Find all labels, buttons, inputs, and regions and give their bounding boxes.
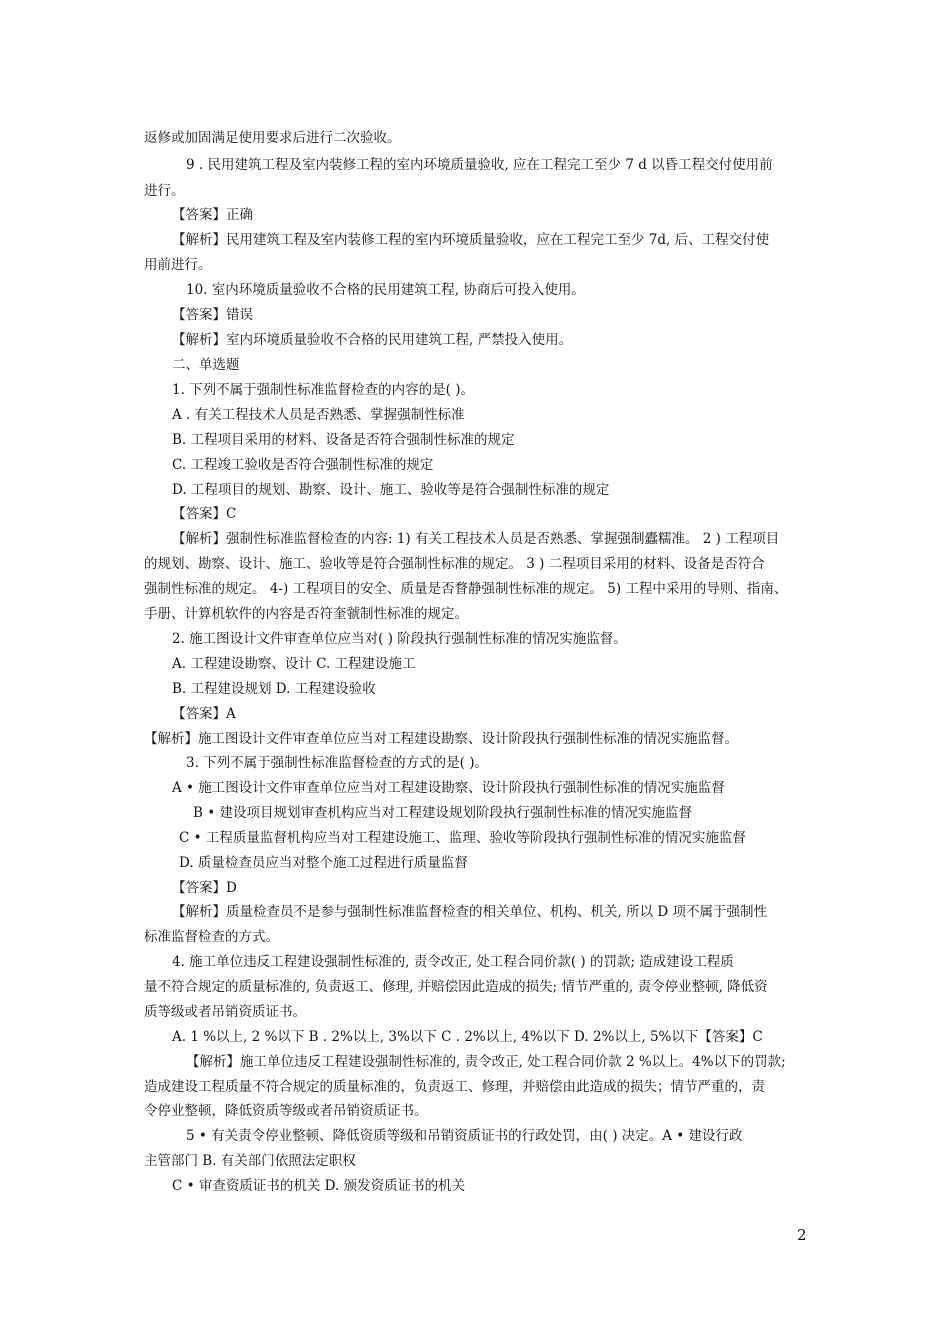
option-line: B • 建设项目规划审查机构应当对工程建设规划阶段执行强制性标准的情况实施监督 bbox=[193, 805, 692, 821]
question-line: 5 • 有关责令停业整顿、降低资质等级和吊销资质证书的行政处罚，由( ) 决定。A • 建设行政 bbox=[186, 1128, 743, 1144]
text-line: 标准监督检查的方式。 bbox=[144, 929, 279, 945]
text-line: 造成建设工程质量不符合规定的质量标准的，负责返工、修理，并赔偿由此造成的损失；情节严重的，责 bbox=[144, 1079, 765, 1095]
text-line: 强制性标准的规定。 4-) 工程项目的安全、质量是否瞀静强制性标准的规定。 5) 工程中采用的导则、指南、 bbox=[144, 581, 788, 597]
option-line: D. 质量检查员应当对整个施工过程进行质量监督 bbox=[179, 855, 468, 871]
analysis-line: 【解析】施工单位违反工程建设强制性标准的, 责令改正, 处工程合同价款 2 %以上。4%以下的罚款; bbox=[186, 1054, 786, 1070]
answer-line: 【答案】正确 bbox=[172, 207, 253, 223]
text-line: 手册、计算机软件的内容是否符奎虢制性标准的规定。 bbox=[144, 606, 468, 622]
option-line: A. 工程建设勘察、设计 C. 工程建设施工 bbox=[172, 656, 416, 672]
question-line: 3. 下列不属于强制性标准监督检查的方式的是( )。 bbox=[186, 755, 488, 771]
option-line: C • 审查资质证书的机关 D. 颁发资质证书的机关 bbox=[172, 1178, 466, 1194]
question-line: 1. 下列不属于强制性标准监督检查的内容的是( )。 bbox=[172, 382, 474, 398]
text-line: 10. 室内环境质量验收不合格的民用建筑工程, 协商后可投入使用。 bbox=[186, 282, 585, 298]
answer-line: 【答案】D bbox=[172, 880, 237, 896]
option-line: D. 工程项目的规划、勘察、设计、施工、验收等是符合强制性标准的规定 bbox=[172, 482, 610, 498]
analysis-line: 【解析】民用建筑工程及室内装修工程的室内环境质量验收，应在工程完工至少 7d, 后、工程交付使 bbox=[172, 232, 770, 248]
answer-line: 【答案】错误 bbox=[172, 307, 253, 323]
text-line: 主管部门 B. 有关部门依照法定职权 bbox=[144, 1153, 356, 1169]
option-line: A. 1 %以上, 2 %以下 B . 2%以上, 3%以下 C . 2%以上, 4%以下 D. 2%以上, 5%以下【答案】C bbox=[172, 1029, 763, 1045]
option-line: C. 工程竣工验收是否符合强制性标准的规定 bbox=[172, 457, 434, 473]
text-line: 量不符合规定的质量标准的, 负责返工、修理, 并赔偿因此造成的损失; 情节严重的, 责令停业整顿, 降低资 bbox=[144, 979, 768, 995]
answer-line: 【答案】C bbox=[172, 506, 237, 522]
analysis-line: 【解析】施工图设计文件审查单位应当对工程建设勘察、设计阶段执行强制性标准的情况实施监督。 bbox=[144, 731, 738, 747]
question-line: 4. 施工单位违反工程建设强制性标准的, 责令改正, 处工程合同价款( ) 的罚款; 造成建设工程质 bbox=[172, 954, 734, 970]
option-line: A • 施工图设计文件审查单位应当对工程建设勘察、设计阶段执行强制性标准的情况实施监督 bbox=[172, 780, 725, 796]
text-line: 进行。 bbox=[144, 183, 185, 199]
text-line: 的规划、勘察、设计、施工、验收等是符合强制性标准的规定。 3 ) 二程项目采用的材料、设备是否符合 bbox=[144, 556, 765, 572]
option-line: C • 工程质量监督机构应当对工程建设施工、监理、验收等阶段执行强制性标准的情况实施监督 bbox=[179, 830, 746, 846]
analysis-line: 【解析】强制性标准监督检查的内容: 1) 有关工程技术人员是否熟悉、掌握强制蠹糯准。 2 ) 工程项目 bbox=[172, 531, 780, 547]
page-number: 2 bbox=[797, 1226, 807, 1244]
text-line: 令停业整顿，降低资质等级或者吊销资质证书。 bbox=[144, 1103, 428, 1119]
text-line: 质等级或者吊销资质证书。 bbox=[144, 1004, 306, 1020]
text-line: 返修或加固满足使用要求后进行二次验收。 bbox=[144, 130, 401, 146]
text-line: 9 . 民用建筑工程及室内装修工程的室内环境质量验收, 应在工程完工至少 7 d 以昏工程交付使用前 bbox=[186, 157, 773, 173]
analysis-line: 【解析】质量检查员不是参与强制性标准监督检查的相关单位、机构、机关, 所以 D 项不属于强制性 bbox=[172, 904, 767, 920]
text-line: 用前进行。 bbox=[144, 257, 212, 273]
analysis-line: 【解析】室内环境质量验收不合格的民用建筑工程, 严禁投入使用。 bbox=[172, 332, 573, 348]
option-line: B. 工程建设规划 D. 工程建设验收 bbox=[172, 681, 376, 697]
answer-line: 【答案】A bbox=[172, 706, 236, 722]
question-line: 2. 施工图设计文件审查单位应当对( ) 阶段执行强制性标准的情况实施监督。 bbox=[172, 631, 627, 647]
section-heading: 二、单选题 bbox=[172, 357, 240, 373]
option-line: A . 有关工程技术人员是否熟悉、掌握强制性标准 bbox=[172, 407, 465, 423]
option-line: B. 工程项目采用的材料、设备是否符合强制性标准的规定 bbox=[172, 432, 515, 448]
